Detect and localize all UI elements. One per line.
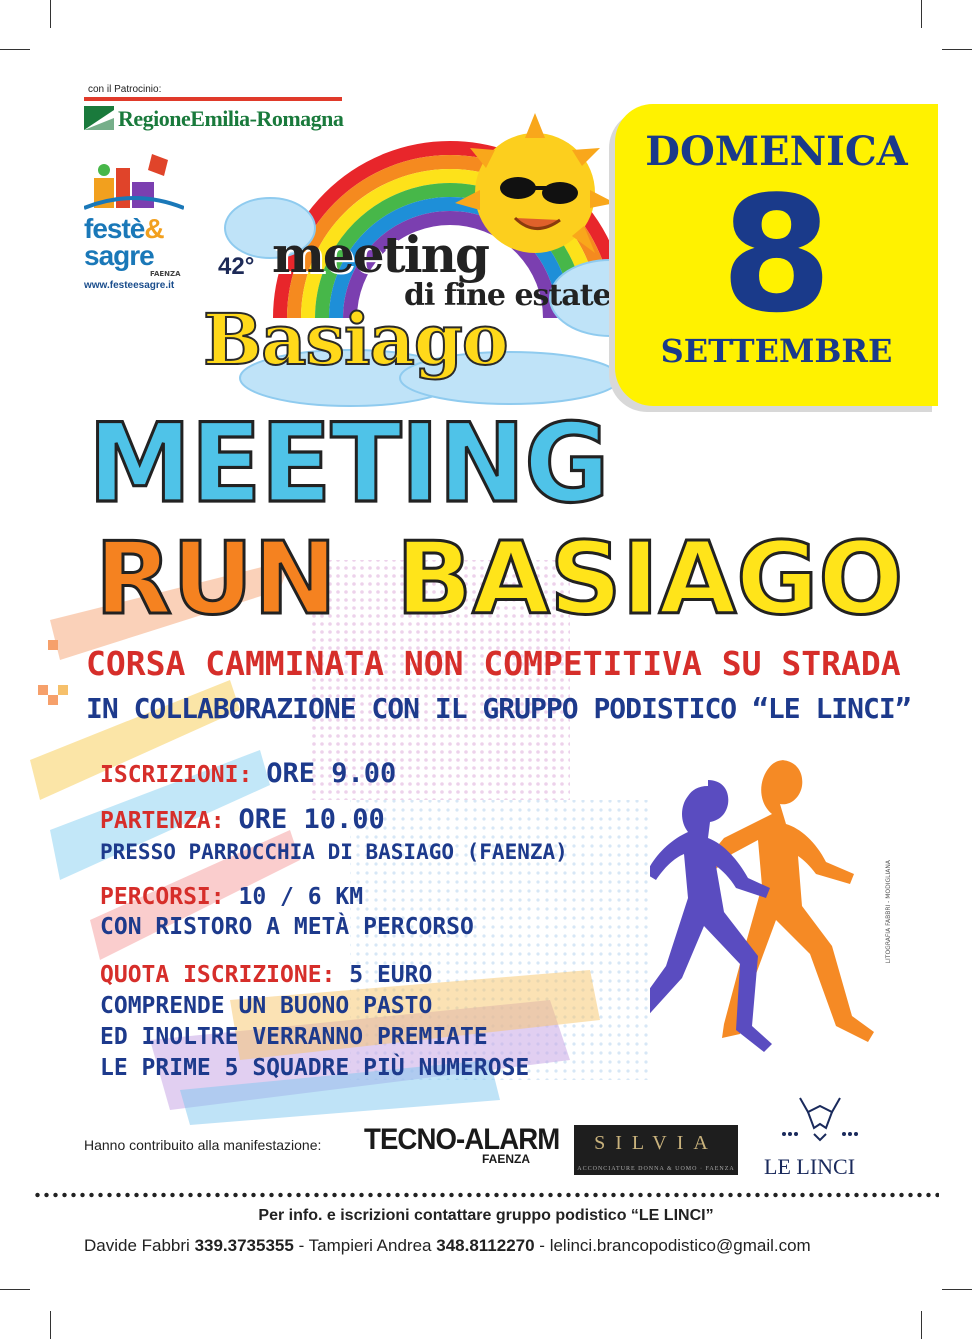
feste-sagre-logo-icon — [84, 148, 184, 214]
subtitle-line1: CORSA CAMMINATA NON COMPETITIVA SU STRADA — [86, 644, 901, 683]
sponsors-intro: Hanno contribuito alla manifestazione: — [84, 1137, 322, 1153]
subtitle-line2: IN COLLABORAZIONE CON IL GRUPPO PODISTICO “LE LINCI” — [86, 692, 911, 725]
crop-mark — [942, 49, 972, 50]
logo-basiago-text: Basiago — [203, 298, 508, 381]
region-name: RegioneEmilia-Romagna — [118, 106, 344, 131]
contact-email[interactable]: lelinci.brancopodistico@gmail.com — [549, 1236, 811, 1255]
iscrizioni-label: ISCRIZIONI: — [100, 762, 253, 788]
feste-sagre-city: FAENZA — [150, 270, 181, 278]
contact2-name: Tampieri Andrea — [308, 1236, 432, 1255]
iscrizioni-value: ORE 9.00 — [266, 758, 397, 789]
region-bar — [84, 97, 342, 101]
date-day-name: DOMENICA — [645, 128, 908, 175]
feste-sagre-logo-line1: festè& — [84, 213, 164, 244]
footer-info: Per info. e iscrizioni contattare gruppo podistico “LE LINCI” — [258, 1207, 714, 1224]
quota-row — [100, 962, 432, 988]
partenza-place: PRESSO PARROCCHIA DI BASIAGO (FAENZA) — [100, 840, 568, 864]
logo-meeting-text: meeting — [272, 225, 488, 284]
title-run: RUN — [95, 520, 337, 637]
quota-line3: LE PRIME 5 SQUADRE PIÙ NUMEROSE — [100, 1055, 530, 1081]
quota-line1: COMPRENDE UN BUONO PASTO — [100, 993, 433, 1019]
feste-sagre-logo-line2: sagre — [84, 240, 154, 271]
dotted-divider — [33, 1192, 939, 1198]
title-basiago: BASIAGO — [396, 520, 904, 637]
crop-mark — [50, 0, 51, 28]
percorsi-row — [100, 884, 363, 910]
sponsor-tecno-alarm: TECNO-ALARM — [364, 1123, 560, 1156]
runners-silhouette — [650, 760, 890, 1090]
region-emilia-romagna-logo-icon — [84, 106, 114, 130]
contact-separator: - — [293, 1236, 309, 1255]
sponsor-silvia: SILVIA — [594, 1132, 718, 1154]
feste-sagre-url: www.festeesagre.it — [84, 280, 175, 291]
crop-mark — [0, 1289, 30, 1290]
date-month: SETTEMBRE — [660, 332, 893, 370]
contact2-phone: 348.8112270 — [436, 1236, 535, 1255]
sponsor-tecno-alarm-city: FAENZA — [482, 1152, 530, 1166]
crop-mark — [0, 49, 30, 50]
crop-mark — [921, 1311, 922, 1339]
iscrizioni-row — [100, 758, 396, 789]
quota-label: QUOTA ISCRIZIONE: — [100, 962, 336, 988]
edition-number: 42° — [218, 253, 255, 280]
sponsor-silvia-subtitle: ACCONCIATURE DONNA & UOMO · FAENZA — [577, 1166, 735, 1172]
printer-credit: LITOGRAFIA FABBRI - MODIGLIANA — [885, 860, 892, 964]
contact-separator: - — [534, 1236, 550, 1255]
percorsi-note: CON RISTORO A METÀ PERCORSO — [100, 914, 474, 940]
date-day-number: 8 — [720, 161, 833, 348]
partenza-row — [100, 804, 385, 835]
crop-mark — [942, 1289, 972, 1290]
percorsi-label: PERCORSI: — [100, 884, 225, 910]
contact1-phone: 339.3735355 — [194, 1236, 294, 1255]
percorsi-value: 10 / 6 KM — [238, 884, 364, 910]
quota-line2: ED INOLTRE VERRANNO PREMIATE — [100, 1024, 488, 1050]
logo-di-fine-estate-text: di fine estate — [404, 278, 611, 313]
contact1-name: Davide Fabbri — [84, 1236, 190, 1255]
sponsor-le-linci: LE LINCI — [764, 1154, 856, 1179]
crop-mark — [50, 1311, 51, 1339]
title-meeting: MEETING — [88, 398, 609, 528]
lynx-logo-icon — [780, 1094, 860, 1148]
partenza-value: ORE 10.00 — [238, 804, 385, 835]
partenza-label: PARTENZA: — [100, 808, 225, 834]
footer-contacts — [84, 1236, 811, 1256]
crop-mark — [921, 0, 922, 28]
quota-value: 5 EURO — [349, 962, 433, 988]
patrocinio-label: con il Patrocinio: — [88, 84, 162, 95]
